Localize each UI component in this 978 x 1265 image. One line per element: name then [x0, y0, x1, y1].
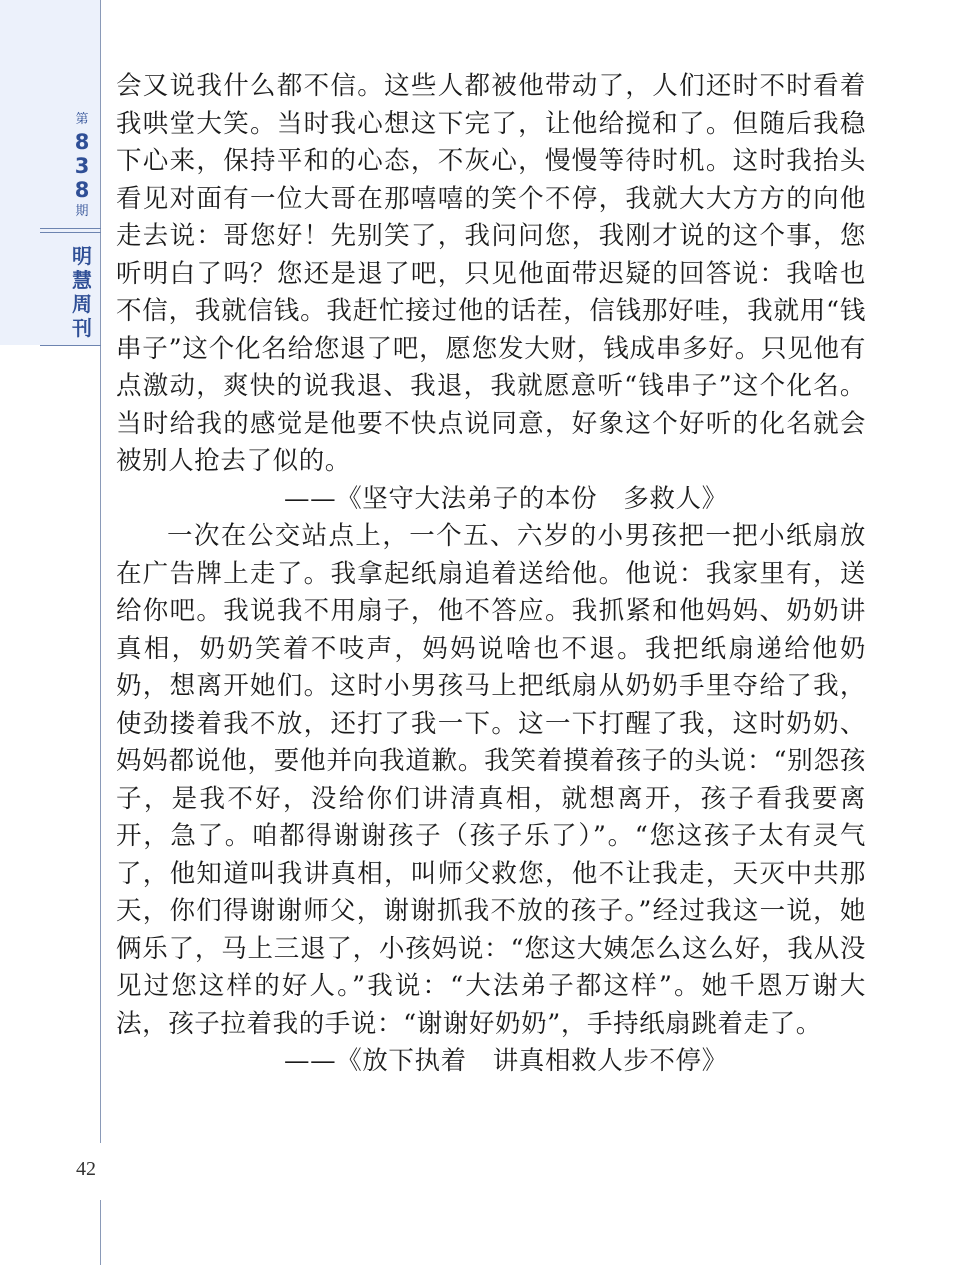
- issue-digit: 8: [74, 130, 90, 154]
- issue-digit: 3: [74, 154, 90, 178]
- paragraph: 一次在公交站点上，一个五、六岁的小男孩把一把小纸扇放在广告牌上走了。我拿起纸扇追着送给他。他说：我家里有，送给你吧。我说我不用扇子，他不答应。我抓紧和他妈妈、奶奶讲真相，奶奶笑着不吱声，妈妈说啥也不退。我把纸扇递给他奶奶，想离开她们。这时小男孩马上把纸扇从奶奶手里夺给了我，使劲搂着我不放，还打了我一下。这一下打醒了我，这时奶奶、妈妈都说他，要他并向我道歉。我笑着摸着孩子的头说：“别怨孩子，是我不好，没给你们讲清真相，就想离开，孩子看我要离开，急了。咱都得谢谢孩子（孩子乐了）”。“您这孩子太有灵气了，他知道叫我讲真相，叫师父救您，他不让我走，天灭中共那天，你们得谢谢师父，谢谢抓我不放的孩子。”经过我这一说，她俩乐了，马上三退了，小孩妈说：“您这大姨怎么这么好，我从没见过您这样的好人。”我说：“大法弟子都这样”。她千恩万谢大法，孩子拉着我的手说：“谢谢好奶奶”，手持纸扇跳着走了。: [116, 521, 866, 1039]
- margin-rule-bottom: [100, 1200, 101, 1265]
- magazine-title: [64, 244, 100, 340]
- sidebar-bottom-rule: [40, 345, 101, 346]
- article-body: [116, 68, 866, 1081]
- source-citation: ——《坚守大法弟子的本份 多救人》: [284, 483, 728, 514]
- page-number: 42: [76, 1158, 96, 1180]
- issue-digit: 8: [74, 178, 90, 202]
- magazine-char: 刊: [72, 316, 92, 340]
- issue-prefix: 第: [75, 112, 89, 127]
- issue-number: [64, 110, 100, 222]
- magazine-char: 慧: [72, 268, 92, 292]
- issue-suffix: 期: [75, 204, 89, 219]
- source-citation: ——《放下执着 讲真相救人步不停》: [284, 1046, 728, 1076]
- magazine-char: 周: [72, 292, 92, 316]
- paragraph: 会又说我什么都不信。这些人都被他带动了，人们还时不时看着我哄堂大笑。当时我心想这下完了，让他给搅和了。但随后我稳下心来，保持平和的心态，不灰心，慢慢等待时机。这时我抬头看见对面有一位大哥在那嘻嘻的笑个不停，我就大大方方的向他走去说：哥您好！先别笑了，我问问您，我刚才说的这个事，您听明白了吗？您还是退了吧，只见他面带迟疑的回答说：我啥也不信，我就信钱。我赶忙接过他的话茬，信钱那好哇，我就用“钱串子”这个化名给您退了吧，愿您发大财，钱成串多好。只见他有点激动，爽快的说我退、我退，我就愿意听“钱串子”这个化名。当时给我的感觉是他要不快点说同意，好象这个好听的化名就会被别人抢去了似的。: [116, 71, 866, 476]
- sidebar-divider: [40, 228, 101, 229]
- margin-rule-top: [100, 0, 101, 1143]
- magazine-char: 明: [72, 244, 92, 268]
- sidebar-divider-2: [40, 232, 101, 233]
